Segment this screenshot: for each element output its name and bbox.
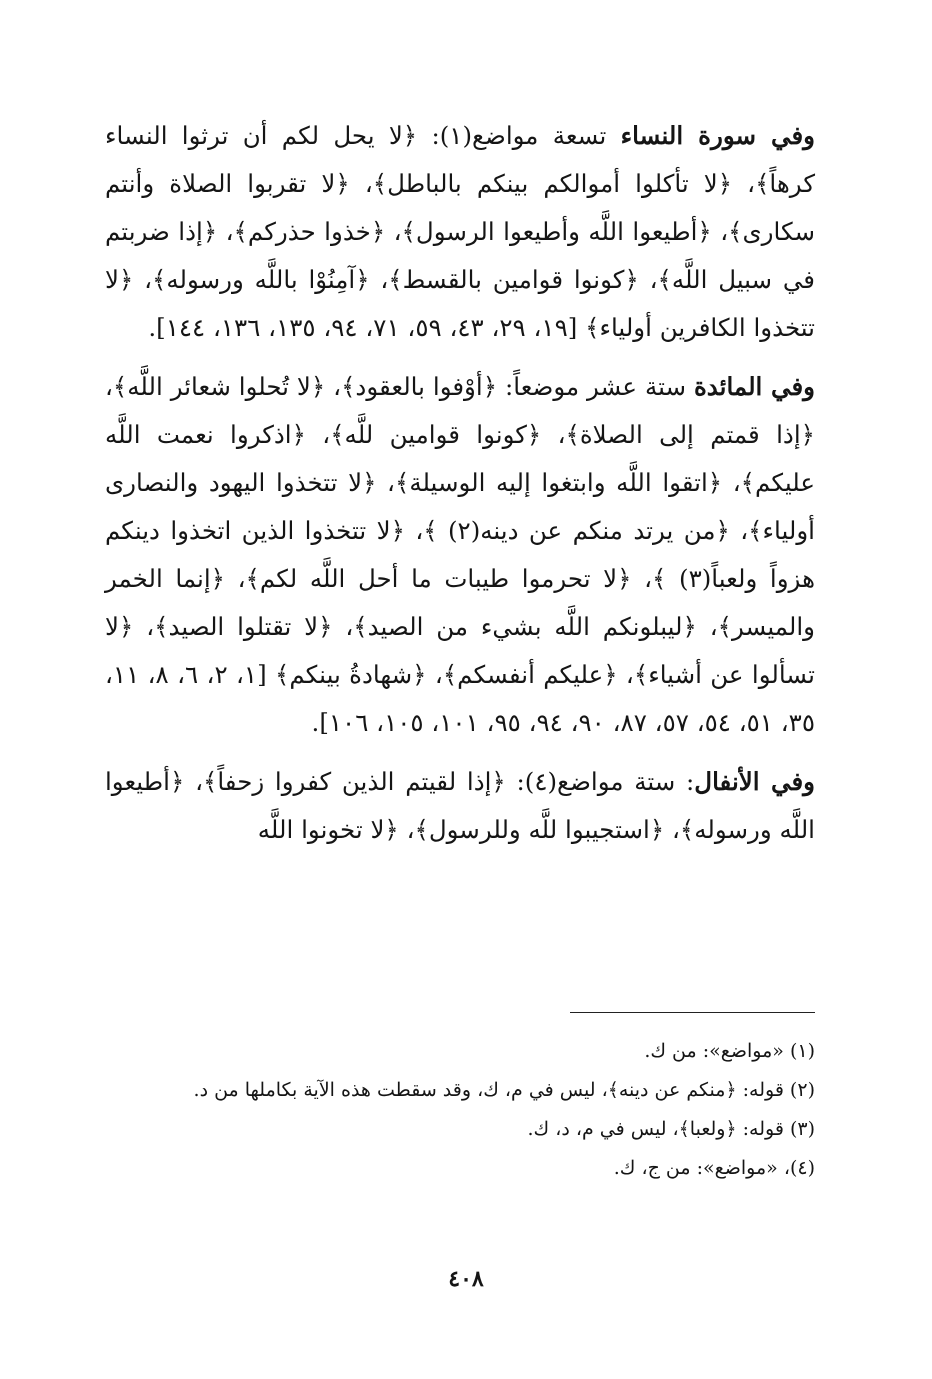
paragraph-nisa <box>105 112 815 352</box>
page-number: ٤٠٨ <box>448 1266 484 1292</box>
paragraph-maida <box>105 363 815 747</box>
footnote-divider <box>570 1012 815 1013</box>
footnote: (٣) قوله: ﴿ولعبا﴾، ليس في م، د، ك. <box>527 1118 815 1140</box>
section-heading-maida: وفي المائدة <box>693 372 815 401</box>
paragraph-text-anfal: : ستة مواضع(٤): ﴿إذا لقيتم الذين كفروا زحفاً﴾، ﴿أطيعوا اللَّه ورسوله﴾، ﴿استجيبوا للَّه وللرسول﴾، ﴿لا تخونوا اللَّه <box>105 767 815 844</box>
paragraph-text-nisa: تسعة مواضع(١): ﴿لا يحل لكم أن ترثوا النساء كرهاً﴾، ﴿لا تأكلوا أموالكم بينكم بالباطل﴾، ﴿لا تقربوا الصلاة وأنتم سكارى﴾، ﴿أطيعوا اللَّه وأطيعوا الرسول﴾، ﴿خذوا حذركم﴾، ﴿إذا ضربتم في سبيل اللَّه﴾، ﴿كونوا قوامين بالقسط﴾، ﴿آمِنُوْا باللَّه ورسوله﴾، ﴿لا تتخذوا الكافرين أولياء﴾ [١٩، ٢٩، ٤٣، ٥٩، ٧١، ٩٤، ١٣٥، ١٣٦، ١٤٤]. <box>105 121 815 342</box>
footnote: (٢) قوله: ﴿منكم عن دينه﴾، ليس في م، ك، وقد سقطت هذه الآية بكاملها من د. <box>193 1079 815 1101</box>
paragraph-anfal <box>105 758 815 854</box>
footnote: (١) «مواضع»: من ك. <box>644 1040 815 1062</box>
section-heading-anfal: وفي الأنفال <box>694 767 815 796</box>
footnotes <box>105 1032 815 1188</box>
main-text <box>105 112 815 854</box>
section-heading-nisa: وفي سورة النساء <box>620 121 815 150</box>
footnote: (٤)، «مواضع»: من ج، ك. <box>613 1157 815 1179</box>
paragraph-text-maida: ستة عشر موضعاً: ﴿أوْفوا بالعقود﴾، ﴿لا تُحلوا شعائر اللَّه﴾، ﴿إذا قمتم إلى الصلاة﴾، ﴿كونوا قوامين للَّه﴾، ﴿اذكروا نعمت اللَّه عليكم﴾، ﴿اتقوا اللَّه وابتغوا إليه الوسيلة﴾، ﴿لا تتخذوا اليهود والنصارى أولياء﴾، ﴿من يرتد منكم عن دينه(٢) ﴾، ﴿لا تتخذوا الذين اتخذوا دينكم هزواً ولعباً(٣) ﴾، ﴿لا تحرموا طيبات ما أحل اللَّه لكم﴾، ﴿إنما الخمر والميسر﴾، ﴿ليبلونكم اللَّه بشيء من الصيد﴾، ﴿لا تقتلوا الصيد﴾، ﴿لا تسألوا عن أشياء﴾، ﴿عليكم أنفسكم﴾، ﴿شهادةُ بينكم﴾ [١، ٢، ٦، ٨، ١١، ٣٥، ٥١، ٥٤، ٥٧، ٨٧، ٩٠، ٩٤، ٩٥، ١٠١، ١٠٥، ١٠٦]. <box>105 372 815 737</box>
